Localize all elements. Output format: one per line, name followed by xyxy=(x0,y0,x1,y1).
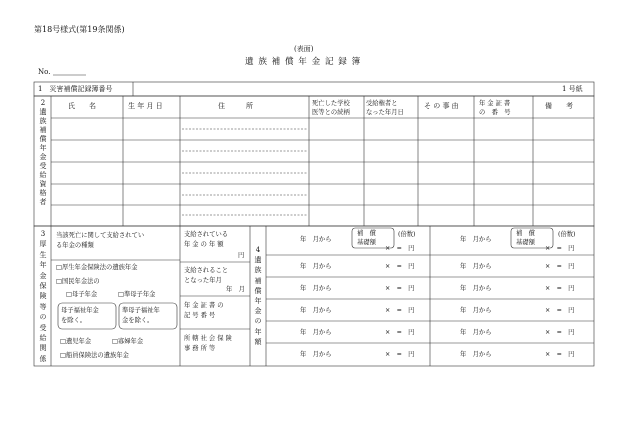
option-boshi: □母子年金 xyxy=(66,291,98,298)
from-left-row0: 年 月から xyxy=(300,236,332,243)
calc-right-row5: × = 円 xyxy=(545,351,575,358)
bairitsu-left: (倍数) xyxy=(398,231,416,238)
calc-right-row2: × = 円 xyxy=(545,285,575,292)
from-right-row5: 年 月から xyxy=(460,351,492,358)
calc-right-row4: × = 円 xyxy=(545,329,575,336)
from-right-row3: 年 月から xyxy=(460,307,492,314)
calc-left-row3: × = 円 xyxy=(385,307,415,314)
header-relation: 死亡した学校 医等との続柄 xyxy=(312,100,350,116)
from-right-row1: 年 月から xyxy=(460,263,492,270)
bairitsu-right: (倍数) xyxy=(558,231,576,238)
header-remarks: 備 考 xyxy=(545,102,573,110)
header-became: 受給権者と なった年月日 xyxy=(366,100,404,116)
page-label: 1 号紙 xyxy=(562,85,583,93)
header-address: 住 所 xyxy=(218,102,253,110)
form-number: 第18号様式(第19条関係) xyxy=(34,25,125,34)
hosho-kiso-left: 補 償 基礎額 xyxy=(357,230,376,246)
cert-number-label: 年 金 証 書 の 記 号 番 号 xyxy=(184,302,224,319)
section2-side-label: 2 遺 族 補 償 年 金 受 給 資 格 者 xyxy=(39,99,47,206)
header-name: 氏 名 xyxy=(68,102,96,110)
option-kokumin: □国民年金法の xyxy=(56,278,100,285)
no-label: No. xyxy=(38,68,51,76)
calc-left-row2: × = 円 xyxy=(385,285,415,292)
from-right-row0: 年 月から xyxy=(460,236,492,243)
calc-right-row0: × = 円 xyxy=(545,245,575,252)
from-right-row2: 年 月から xyxy=(460,285,492,292)
amount-yen: 円 xyxy=(238,252,245,259)
from-left-row5: 年 月から xyxy=(300,351,332,358)
calc-left-row4: × = 円 xyxy=(385,329,415,336)
start-label: 支給されること となった年月 xyxy=(184,267,229,284)
section3-side-label: 3 厚 生 年 金 保 険 等 の 受 給 関 係 xyxy=(39,230,47,363)
calc-right-row3: × = 円 xyxy=(545,307,575,314)
calc-right-row1: × = 円 xyxy=(545,263,575,270)
calc-left-row0: × = 円 xyxy=(385,245,415,252)
section4-side-label: 4 遺 族 補 償 年 金 の 年 額 xyxy=(254,246,262,346)
from-left-row2: 年 月から xyxy=(300,285,332,292)
register-label: 1 災害補償記録簿番号 xyxy=(38,85,113,93)
from-left-row4: 年 月から xyxy=(300,329,332,336)
page-title: 遺 族 補 償 年 金 記 録 簿 xyxy=(245,57,362,67)
option-kosei: □厚生年金保険法の遺族年金 xyxy=(56,264,138,271)
office-label: 所 轄 社 会 保 険 事 務 所 等 xyxy=(184,335,232,352)
option-senin: □船員保険法の遺族年金 xyxy=(60,352,129,359)
option-kafu: □寡婦年金 xyxy=(112,338,144,345)
calc-left-row1: × = 円 xyxy=(385,263,415,270)
from-left-row3: 年 月から xyxy=(300,307,332,314)
note-boshi-fukushi: 母子福祉年金 を除く。 xyxy=(61,307,99,324)
hosho-kiso-right: 補 償 基礎額 xyxy=(516,230,535,246)
from-right-row4: 年 月から xyxy=(460,329,492,336)
side-label: (表面) xyxy=(294,45,314,53)
from-left-row1: 年 月から xyxy=(300,263,332,270)
calc-left-row5: × = 円 xyxy=(385,351,415,358)
option-iji: □遺児年金 xyxy=(60,338,92,345)
note-jun-boshi-fukushi: 準母子福祉年 金を除く。 xyxy=(122,307,160,324)
header-reason: そ の 事 由 xyxy=(424,102,459,110)
amount-label: 支給されている 年 金 の 年 額 xyxy=(184,231,229,248)
header-birth: 生 年 月 日 xyxy=(128,102,163,110)
header-cert: 年 金 証 書 の 番 号 xyxy=(479,100,511,116)
start-year-month: 年 月 xyxy=(226,286,245,293)
option-jun-boshi: □準母子年金 xyxy=(118,291,156,298)
pension-type-label: 当該死亡に関して支給されてい る年金の種類 xyxy=(56,232,145,249)
